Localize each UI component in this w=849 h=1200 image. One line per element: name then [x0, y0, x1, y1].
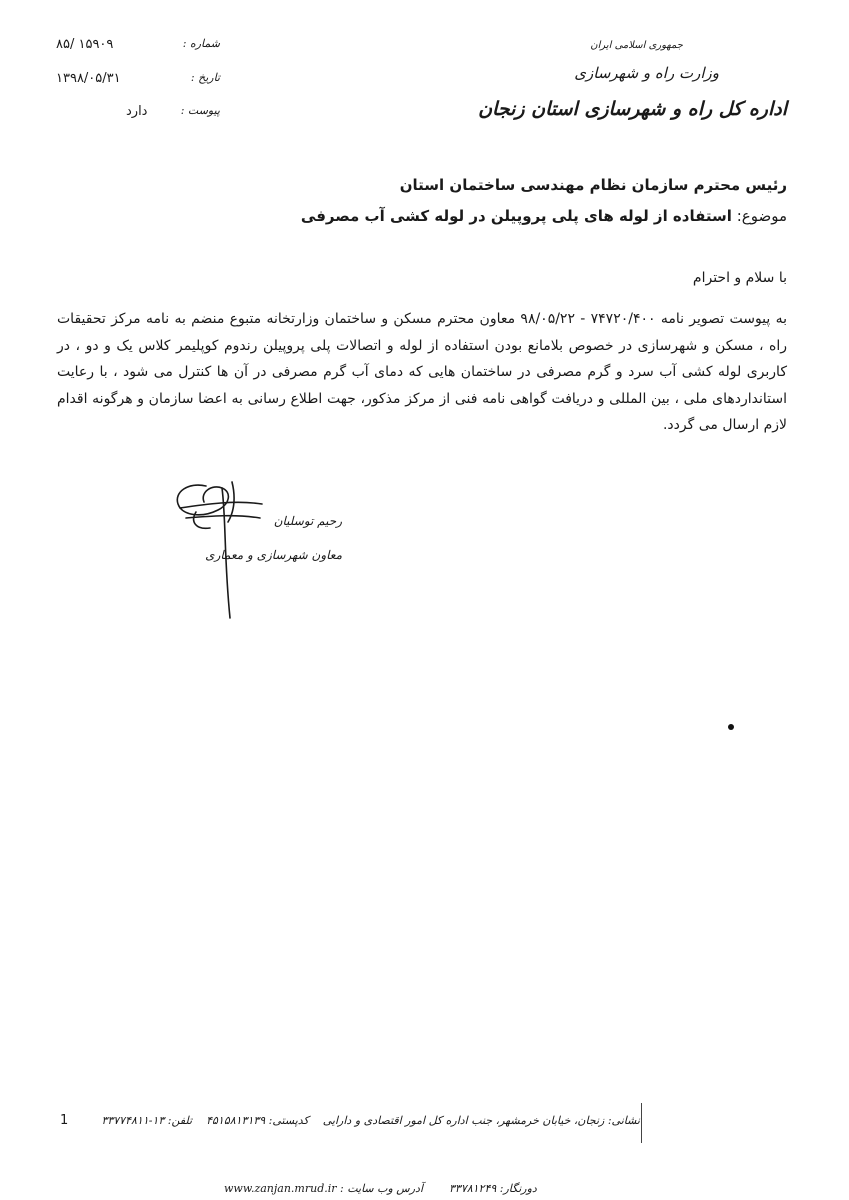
letter-body: به پیوست تصویر نامه ۷۴۷۲۰/۴۰۰ - ۹۸/۰۵/۲۲ معاون محترم مسکن و ساختمان وزارتخانه متبوع منضم به نامه مرکز تحقیقات راه ، مسکن و شهرسازی در خصوص بلامانع بودن استفاده از لوله و اتصالات پلی پروپیلن رندوم کوپلیمر کلاس یک و دو ، در کاربری لوله کشی آب سرد و گرم مصرفی در ساختمان هایی که دمای آب گرم مصرفی در آن ها کنترل می شود ، با رعایت استانداردهای ملی ، بین المللی و دریافت گواهی نامه فنی از مرکز مذکور، جهت اطلاع رسانی به اعضا سازمان و هرگونه اقدام لازم ارسال می گردد.: [57, 311, 788, 433]
footer-website-label: آدرس وب سایت :: [340, 1182, 424, 1195]
letter-number-label: شماره :: [182, 37, 220, 50]
letterhead-republic: جمهوری اسلامی ایران: [590, 40, 683, 51]
letter-number-value: ۸۵/ ۱۵۹۰۹: [56, 37, 114, 52]
footer-address-line: [101, 1114, 640, 1127]
letter-subject: [301, 207, 787, 225]
footer-phone: تلفن: ۱۳-۳۳۷۷۴۸۱۱: [101, 1114, 193, 1127]
letterhead-ministry: وزارت راه و شهرسازی: [574, 64, 719, 82]
letter-date-value: ۱۳۹۸/۰۵/۳۱: [56, 71, 121, 86]
signature-block: [166, 478, 342, 623]
letter-attachment-row: [56, 104, 220, 126]
letter-salutation: با سلام و احترام: [692, 270, 787, 286]
footer-divider: [641, 1103, 642, 1143]
footer-postal-code: کدپستی: ۴۵۱۵۸۱۳۱۳۹: [206, 1114, 309, 1127]
footer-website-link[interactable]: www.zanjan.mrud.ir: [224, 1182, 337, 1195]
letter-number-row: [56, 37, 220, 59]
footer-contact-line: [224, 1182, 537, 1195]
letter-recipient: رئیس محترم سازمان نظام مهندسی ساختمان استان: [399, 176, 787, 194]
subject-label: موضوع:: [736, 207, 787, 225]
footer-fax: دورنگار: ۳۳۷۸۱۲۴۹: [449, 1182, 537, 1195]
page-number: 1: [60, 1113, 69, 1128]
letter-date-row: [56, 71, 220, 93]
subject-text: استفاده از لوله های پلی پروپیلن در لوله کشی آب مصرفی: [300, 207, 732, 225]
stray-dot: [728, 724, 734, 730]
footer-address: نشانی: زنجان، خیابان خرمشهر، جنب اداره کل امور اقتصادی و دارایی: [322, 1114, 640, 1127]
letter-attachment-value: دارد: [126, 104, 148, 119]
letterhead-office: اداره کل راه و شهرسازی استان زنجان: [478, 98, 787, 120]
letter-date-label: تاریخ :: [190, 71, 220, 84]
signatory-name: رحیم توسلیان: [273, 514, 342, 528]
letter-attachment-label: پیوست :: [180, 104, 220, 117]
signatory-title: معاون شهرسازی و معماری: [205, 548, 342, 562]
